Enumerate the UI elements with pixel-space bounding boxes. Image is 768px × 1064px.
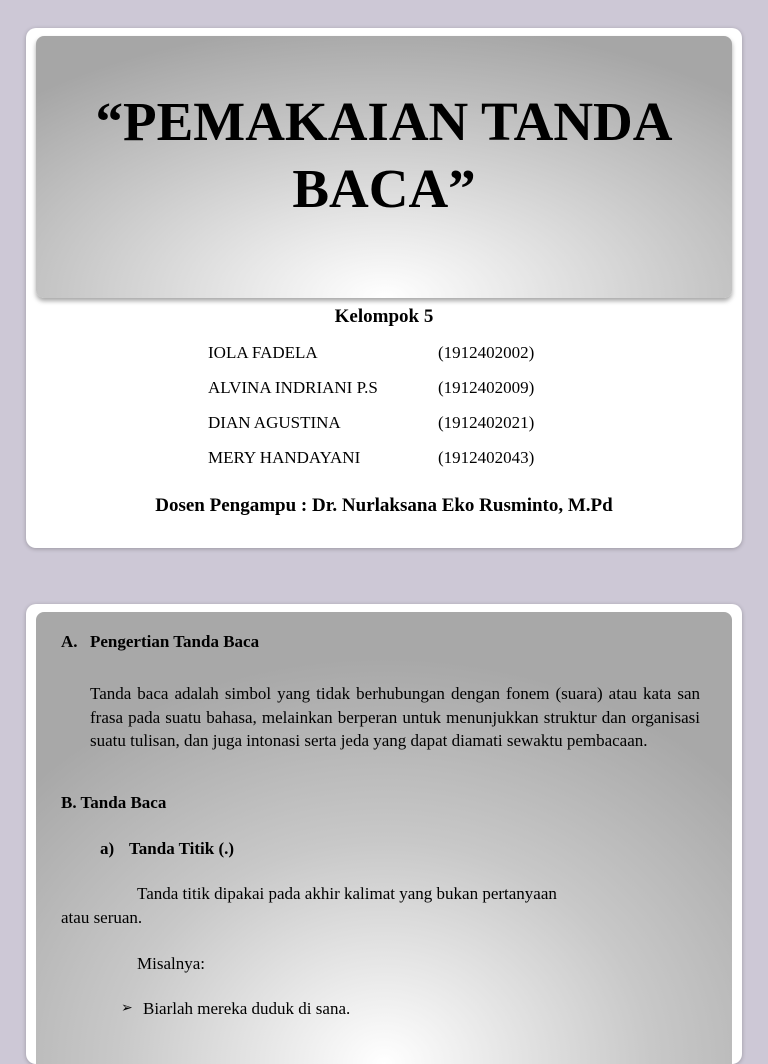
member-row [208, 413, 608, 437]
example-label: Misalnya: [137, 954, 205, 973]
group-name: Kelompok 5 [334, 306, 434, 327]
member-row [208, 378, 608, 402]
sub-a-line1: Tanda titik dipakai pada akhir kalimat yang bukan pertanyaan [137, 884, 557, 903]
member-row [208, 448, 608, 472]
member-name: IOLA FADELA [208, 343, 318, 362]
section-a-title: Pengertian Tanda Baca [90, 632, 260, 651]
section-b-title: B. Tanda Baca [61, 793, 167, 812]
sub-a-line2: atau seruan. [61, 908, 143, 927]
content-box [36, 612, 732, 1064]
sub-a-title: Tanda Titik (.) [129, 839, 235, 858]
section-a-text: Tanda baca adalah simbol yang tidak berhubungan dengan fonem (suara) atau kata san frasa pada suatu bahasa, melainkan berperan untuk menunjukkan struktur dan organisasi suatu tulisan, dan juga intonasi serta jeda yang dapat diamati sewaktu pembacaan. [90, 684, 700, 750]
member-nim: (1912402009) [438, 378, 535, 397]
member-name: ALVINA INDRIANI P.S [208, 378, 378, 397]
arrow-bullet-icon: ➢ [121, 1001, 133, 1016]
member-nim: (1912402002) [438, 343, 535, 362]
member-name: DIAN AGUSTINA [208, 413, 341, 432]
member-name: MERY HANDAYANI [208, 448, 361, 467]
member-nim: (1912402021) [438, 413, 535, 432]
sub-a-marker: a) [100, 839, 115, 858]
member-row [208, 343, 608, 367]
example-item: Biarlah mereka duduk di sana. [143, 999, 351, 1018]
lecturer: Dosen Pengampu : Dr. Nurlaksana Eko Rusminto, M.Pd [155, 495, 613, 516]
member-nim: (1912402043) [438, 448, 535, 467]
content-slide [26, 604, 742, 1064]
title-box [36, 36, 732, 298]
slide-title: “PEMAKAIAN TANDA BACA” [95, 91, 673, 219]
title-slide [26, 28, 742, 548]
section-a-marker: A. [61, 632, 78, 651]
